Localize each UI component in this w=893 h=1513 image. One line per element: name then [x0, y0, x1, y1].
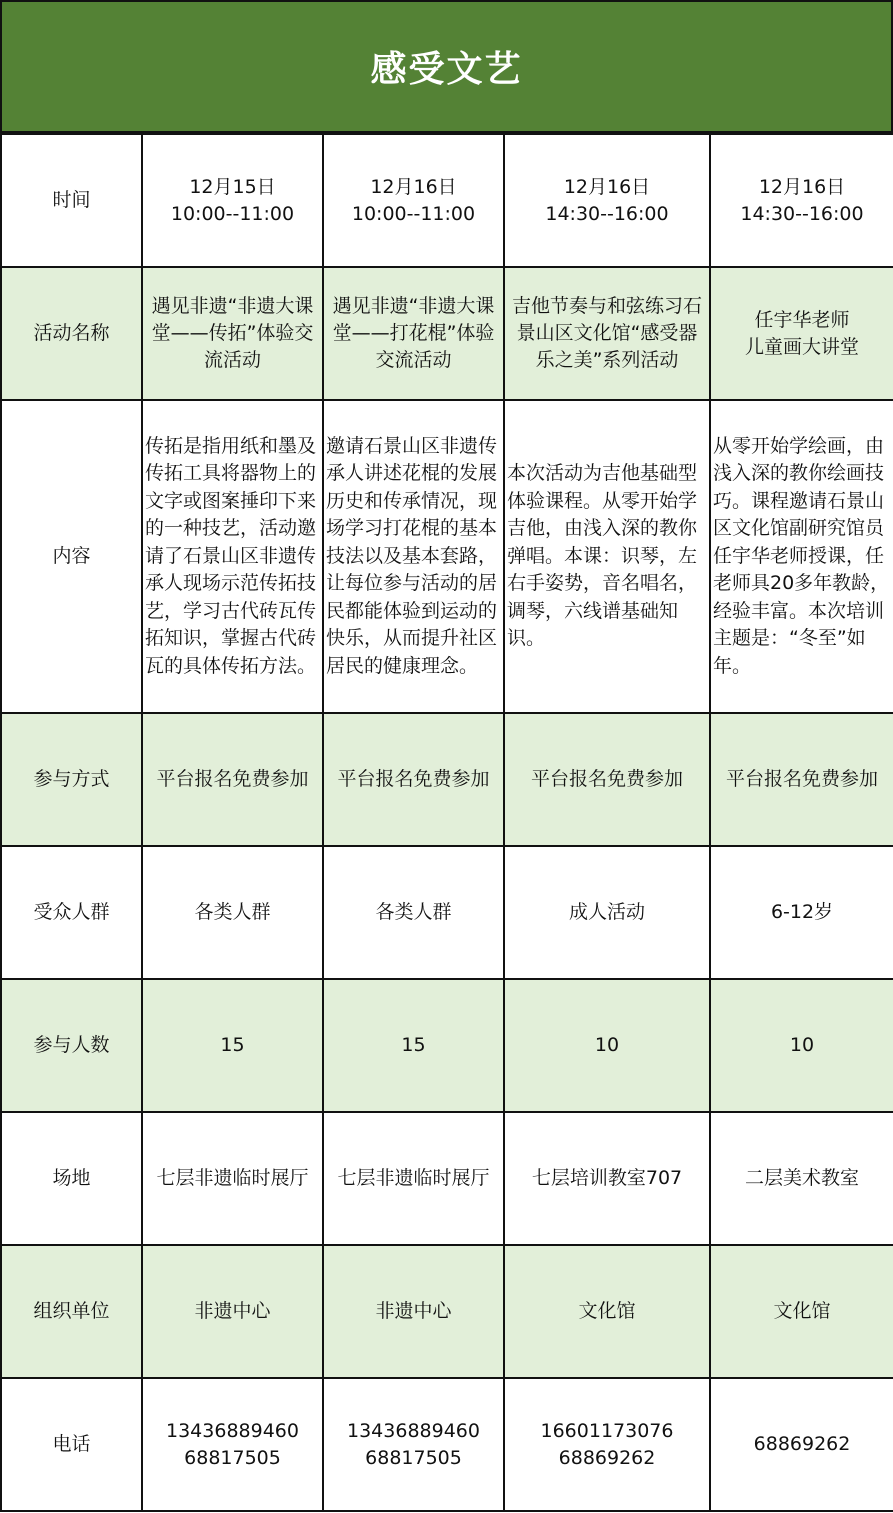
- cell-phone-1: [142, 1378, 323, 1511]
- cell-text: 6-12岁: [770, 901, 834, 923]
- cell-text: 平台报名免费参加: [156, 768, 309, 790]
- table-row-content: [1, 400, 893, 713]
- cell-time-3: [504, 134, 710, 267]
- cell-content-1: [142, 400, 323, 713]
- cell-time-4: [710, 134, 893, 267]
- cell-text: 10: [789, 1034, 815, 1056]
- cell-text: 非遗中心: [375, 1300, 452, 1322]
- cell-text: 68817505: [184, 1446, 281, 1469]
- cell-text: 文化馆: [578, 1300, 636, 1322]
- cell-audience-4: [710, 846, 893, 979]
- cell-text: 14:30--16:00: [740, 202, 864, 225]
- table-row-count: [1, 979, 893, 1112]
- table-row-venue: [1, 1112, 893, 1245]
- cell-name-4: [710, 267, 893, 400]
- cell-text: 68869262: [558, 1446, 656, 1469]
- row-label-organizer: 组织单位: [1, 1245, 142, 1378]
- row-label-name: 活动名称: [1, 267, 142, 400]
- cell-text: 12月16日: [370, 175, 457, 198]
- table-row-phone: [1, 1378, 893, 1511]
- cell-text: 13436889460: [347, 1419, 480, 1442]
- page-title: 感受文艺: [370, 49, 523, 90]
- cell-phone-2: [323, 1378, 504, 1511]
- table-row-audience: [1, 846, 893, 979]
- cell-method-4: [710, 713, 893, 846]
- cell-count-1: [142, 979, 323, 1112]
- cell-text: 非遗中心: [194, 1300, 271, 1322]
- cell-organizer-1: [142, 1245, 323, 1378]
- cell-text: 12月16日: [758, 175, 846, 198]
- cell-time-2: [323, 134, 504, 267]
- cell-count-2: [323, 979, 504, 1112]
- cell-text: 吉他节奏与和弦练习石景山区文化馆“感受器乐之美”系列活动: [511, 295, 702, 371]
- cell-audience-2: [323, 846, 504, 979]
- cell-venue-1: [142, 1112, 323, 1245]
- cell-text: 68869262: [753, 1433, 851, 1455]
- cell-content-4: [710, 400, 893, 713]
- cell-phone-4: [710, 1378, 893, 1511]
- cell-text: 成人活动: [568, 901, 645, 923]
- cell-method-3: [504, 713, 710, 846]
- cell-content-3: [504, 400, 710, 713]
- row-label-audience: 受众人群: [1, 846, 142, 979]
- cell-text: 15: [220, 1034, 245, 1056]
- cell-name-3: [504, 267, 710, 400]
- cell-method-1: [142, 713, 323, 846]
- row-label-count: 参与人数: [1, 979, 142, 1112]
- cell-text: 12月16日: [563, 175, 651, 198]
- row-label-method: 参与方式: [1, 713, 142, 846]
- cell-phone-3: [504, 1378, 710, 1511]
- cell-organizer-4: [710, 1245, 893, 1378]
- cell-venue-2: [323, 1112, 504, 1245]
- title-bar: [0, 0, 893, 133]
- table-row-name: [1, 267, 893, 400]
- cell-organizer-2: [323, 1245, 504, 1378]
- cell-text: 平台报名免费参加: [530, 768, 683, 790]
- cell-text: 从零开始学绘画，由浅入深的教你绘画技巧。课程邀请石景山区文化馆副研究馆员任宇华老师授课，任老师具20多年教龄，经验丰富。本次培训主题是：“冬至”如年。: [713, 434, 890, 677]
- cell-count-4: [710, 979, 893, 1112]
- row-label-content: 内容: [1, 400, 142, 713]
- cell-text: 16601173076: [540, 1419, 674, 1442]
- cell-text: 68817505: [365, 1446, 462, 1469]
- cell-content-2: [323, 400, 504, 713]
- cell-text: 10: [594, 1034, 620, 1056]
- cell-method-2: [323, 713, 504, 846]
- cell-text: 遇见非遗“非遗大课堂——打花棍”体验交流活动: [332, 295, 495, 371]
- cell-text: 七层非遗临时展厅: [337, 1167, 490, 1189]
- row-label-phone: 电话: [1, 1378, 142, 1511]
- cell-text: 各类人群: [194, 901, 271, 923]
- cell-venue-3: [504, 1112, 710, 1245]
- table-row-method: [1, 713, 893, 846]
- cell-text: 邀请石景山区非遗传承人讲述花棍的发展历史和传承情况，现场学习打花棍的基本技法以及基本套路，让每位参与活动的居民都能体验到运动的快乐，从而提升社区居民的健康理念。: [326, 434, 498, 677]
- cell-text: 儿童画大讲堂: [744, 335, 859, 358]
- activity-table: [0, 133, 893, 1512]
- cell-text: 本次活动为吉他基础型体验课程。从零开始学吉他，由浅入深的教你弹唱。本课：识琴，左右手姿势，音名唱名，调琴，六线谱基础知识。: [507, 462, 698, 650]
- cell-venue-4: [710, 1112, 893, 1245]
- cell-count-3: [504, 979, 710, 1112]
- cell-name-2: [323, 267, 504, 400]
- table-row-organizer: [1, 1245, 893, 1378]
- cell-text: 15: [401, 1034, 426, 1056]
- table-row-time: [1, 134, 893, 267]
- cell-text: 14:30--16:00: [545, 202, 669, 225]
- cell-text: 任宇华老师: [754, 308, 850, 331]
- cell-name-1: [142, 267, 323, 400]
- cell-text: 10:00--11:00: [170, 202, 295, 225]
- cell-text: 10:00--11:00: [351, 202, 476, 225]
- row-label-time: 时间: [1, 134, 142, 267]
- cell-text: 二层美术教室: [744, 1167, 859, 1189]
- cell-organizer-3: [504, 1245, 710, 1378]
- cell-time-1: [142, 134, 323, 267]
- cell-text: 七层非遗临时展厅: [156, 1167, 309, 1189]
- cell-text: 平台报名免费参加: [337, 768, 490, 790]
- cell-text: 各类人群: [375, 901, 452, 923]
- cell-text: 平台报名免费参加: [725, 768, 878, 790]
- cell-text: 文化馆: [773, 1300, 831, 1322]
- cell-text: 13436889460: [166, 1419, 299, 1442]
- cell-audience-3: [504, 846, 710, 979]
- row-label-venue: 场地: [1, 1112, 142, 1245]
- cell-text: 传拓是指用纸和墨及传拓工具将器物上的文字或图案捶印下来的一种技艺，活动邀请了石景山区非遗传承人现场示范传拓技艺，学习古代砖瓦传拓知识，掌握古代砖瓦的具体传拓方法。: [145, 434, 317, 677]
- cell-audience-1: [142, 846, 323, 979]
- cell-text: 遇见非遗“非遗大课堂——传拓”体验交流活动: [151, 295, 314, 371]
- cell-text: 12月15日: [189, 175, 276, 198]
- cell-text: 七层培训教室707: [531, 1167, 683, 1189]
